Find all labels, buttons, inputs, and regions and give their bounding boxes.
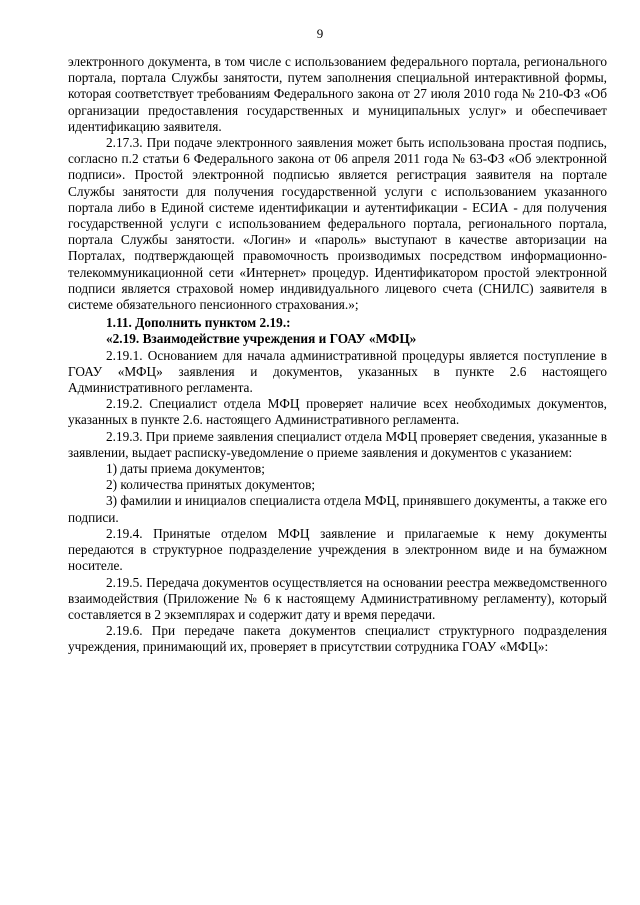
- list-item-1: 1) даты приема документов;: [106, 461, 265, 477]
- paragraph-2-17-3: 2.17.3. При подаче электронного заявления может быть использована простая подпись, согласно п.2 статьи 6 Федерального закона от 06 апреля 2011 года № 63-ФЗ «Об электронной подписи». Простой электронной подписью является регистрация заявителя на портале Службы занятости для получения государственной услуги с использованием указанного портала либо в Единой системе идентификации и аутентификации - ЕСИА - для получения государственной услуги с использованием федерального портала, регионального портала, портала Службы занятости. «Логин» и «пароль» выступают в качестве авторизации на Порталах, подтверждающей правомочность производимых посредством информационно-телекоммуникационной сети «Интернет» процедур. Идентификатором простой электронной подписи является страховой номер индивидуального лицевого счета (СНИЛС) заявителя в системе обязательного пенсионного страхования.»;: [68, 135, 607, 313]
- paragraph-2-19-5: 2.19.5. Передача документов осуществляется на основании реестра межведомственного взаимодействия (Приложение № 6 к настоящему Административному регламенту), который составляется в 2 экземплярах и содержит дату и время передачи.: [68, 574, 607, 622]
- paragraph-2-19-6: 2.19.6. При передаче пакета документов специалист структурного подразделения учреждения, принимающий их, проверяет в присутствии сотрудника ГОАУ «МФЦ»:: [68, 623, 607, 655]
- paragraph-2-19-1: 2.19.1. Основанием для начала административной процедуры является поступление в ГОАУ «МФЦ» заявления и документов, указанных в пункте 2.6 настоящего Административного регламента.: [68, 347, 607, 396]
- paragraph-2-19-3: 2.19.3. При приеме заявления специалист отдела МФЦ проверяет сведения, указанные в заявлении, выдает расписку-уведомление о приеме заявления и документов с указанием:: [68, 428, 607, 460]
- paragraph-continuation: электронного документа, в том числе с использованием федерального портала, регионального портала, портала Службы занятости, путем заполнения специальной интерактивной формы, которая соответствует требованиям Федерального закона от 27 июля 2010 года № 210-ФЗ «Об организации предоставления государственных и муниципальных услуг» и обеспечивает идентификацию заявителя.: [68, 54, 607, 134]
- paragraph-2-19-4: 2.19.4. Принятые отделом МФЦ заявление и прилагаемые к нему документы передаются в структурное подразделение учреждения в электронном виде и на бумажном носителе.: [68, 525, 607, 574]
- list-item-2: 2) количества принятых документов;: [106, 477, 316, 493]
- document-body: [68, 54, 607, 656]
- page-number: 9: [316, 26, 324, 41]
- paragraph-2-19-2: 2.19.2. Специалист отдела МФЦ проверяет наличие всех необходимых документов, указанных в пункте 2.6. настоящего Административного регламента.: [68, 396, 607, 428]
- list-item-3: 3) фамилии и инициалов специалиста отдела МФЦ, принявшего документы, а также его подписи.: [68, 493, 607, 525]
- section-heading-2-19: «2.19. Взаимодействие учреждения и ГОАУ «МФЦ»: [106, 331, 417, 347]
- amendment-heading: 1.11. Дополнить пунктом 2.19.:: [106, 315, 291, 331]
